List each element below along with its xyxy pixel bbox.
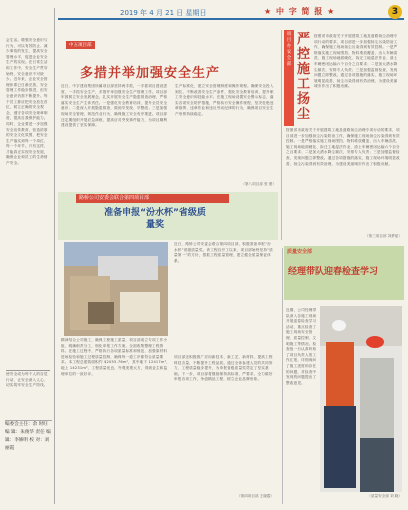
divider bbox=[6, 370, 50, 371]
column-divider bbox=[282, 248, 283, 504]
award-body: 精神结合公司施工，确保工程施工质量，项目部成立专项工作小组，明确职责分工，细化申报工作方案，全面收集整理工程资料。在施工过程中，严格执行各项质量标准和规范，加强原材料进场检验和施工过程质量控制，确保每一道工序都符合质量要求。本工程总建筑面积约 $2055.76m²，其中地下 12417m²，地上 14231m²，工程质量优良，外观美观大方，得到业主和监理单位的一致好评。 bbox=[61, 338, 171, 376]
award-byline: （第四项目部 王晓霞） bbox=[236, 494, 274, 498]
award-title: 准备申报“汾水杯”省级质量奖 bbox=[104, 208, 206, 230]
side-byline: （第三项目部 刘梦茹） bbox=[364, 234, 402, 238]
award-body-lower: 项目部还积极推广应用新技术、新工艺、新材料，提高工程科技含量，不断提升工程品质。通过全体参建人员的共同努力，工程质量稳步提升，为申报省级质量奖奠定了坚实基础。下一步，项目部将继续保持高标准、严要求，全力做好申报各项工作，争创精品工程，树立企业品牌形象。 bbox=[174, 355, 273, 382]
side-body-bottom: 按照省市政府关于开展建筑工地及道路扬尘治理专项行动的要求，项目部进一步加强扬尘污染防治工作，确保施工现场扬尘污染得到有效控制。一是严格落实施工现场围挡、物料堆放覆盖、出入车辆清洗、施工现场地面硬化、拆迁工地湿法作业、渣土车辆密闭运输六个百分之百要求；二是加大洒水降尘频次，安排专人负责；三是加强监督检查，发现问题立即整改。通过各项措施的落实，施工现场环境明显改善，扬尘污染得到有效治理，为建设美丽城市作出了积极贡献。 bbox=[286, 128, 400, 166]
article-title: 多措并举加强安全生产 bbox=[80, 66, 221, 81]
award-body-right: 近日，路桥公司安委会联合第四项目部，积极准备申报“汾水杯”省级质量奖。该工程自开工以来，项目部始终坚持“质量第一”的方针，狠抓工程质量管理，建立健全质量保证体系。 bbox=[174, 242, 273, 263]
side-body-top: 按照省市政府关于开展建筑工地及道路扬尘治理专项行动的要求，项目部进一步加强扬尘污染防治工作，确保施工现场扬尘污染得到有效控制。一是严格落实施工现场围挡、物料堆放覆盖、出入车辆清洗、施工现场地面硬化、拆迁工地湿法作业、渣土车辆密闭运输六个百分之百要求；二是加大洒水降尘频次，安排专人负责；三是加强监督检查，发现问题立即整改。通过各项措施的落实，施工现场环境明显改善，扬尘污染得到有效治理，为建设美丽城市作出了积极贡献。 bbox=[314, 34, 398, 89]
exam-tag: 质量安全部 bbox=[287, 249, 313, 255]
award-tag: 路桥公司安委会联合第四项目部 bbox=[76, 194, 229, 203]
exam-byline: （质量安全部 刘 晓） bbox=[367, 494, 402, 498]
article-body: 近日，中字建设集团所属项目部坚持两手抓，一手抓项目建设进度，一手抓安全生产，多措并举加强安全生产管理工作。项目部牢固树立安全发展理念，扎实开展安全生产隐患排查治理，严格落实安全生产主体责任。一是强化安全教育培训，提升全员安全意识；二是深入开展隐患排查，做到早发现、早整改；三是加强现场安全管理，规范作业行为，确保施工安全有序推进。项目部还定期组织开展应急演练，提高应对突发事件能力，为项目顺利建设提供了坚实保障。 bbox=[61, 84, 168, 128]
issue-date: 2019 年 4 月 21 日 星期日 bbox=[120, 9, 207, 17]
page-number: 3 bbox=[388, 5, 402, 19]
article-body-right: 生产标准化，建立安全管理制度和操作规程。确保安全投入到位，不断改善安全生产条件，强化安全教育培训，提升职工安全意识和技能水平。在施工现场设置安全警示标志，落实各项安全防护措施，严格执行安全操作规程，坚决杜绝违章指挥、违章作业和违反劳动纪律的行为，确保项目安全生产形势持续稳定。 bbox=[175, 84, 274, 116]
left-column-bottom-text: 使安全成为每个人的自觉行动，让安全深入人心，切实筑牢安全生产防线。 bbox=[6, 372, 48, 388]
exam-title: 经理带队迎春检查学习 bbox=[288, 267, 379, 277]
column-divider bbox=[54, 8, 55, 504]
exam-body: 近期，公司经理带队深入各施工现场开展迎春检查学习活动，重点检查了施工现场安全管理、质量控制、文明施工等情况。检查组一行认真听取了项目负责人的工作汇报，详细询问了施工进度和存在的问题，对检查中发现的问题提出了整改意见。 bbox=[286, 308, 317, 385]
editor-info: 编委会主任：余 时旺 编 辑：朱俊华 责任 编 辑：李修明 校 对：刘丽霞 bbox=[5, 420, 52, 503]
paper-name: ★ 中 字 简 报 ★ bbox=[264, 7, 336, 16]
left-column-text: 会生活。增强安全意识与行为，可以有效防止、减少事故的发生，提高安全管理水平，促进企业安全生产的实现。在日常生活和工作中，安全生产贯穿始终，安全意识不可缺少。近年来，企业安全管理体系已日渐完善，安全管理工作稳步推进，但安全意识仍需不断提升。每个员工都应把安全放在首位，树立正确的安全观念，遵守各项安全规章制度，提高自我保护能力。同时，企业要进一步加强安全宣传教育，营造浓厚的安全文化氛围，把安全生产落实到每一个岗位、每一个环节。只有这样，才能真正实现安全发展，确保企业和员工的生命财产安全。 bbox=[6, 38, 48, 166]
side-dept: 项目办安全部 bbox=[286, 32, 292, 67]
column-divider bbox=[281, 30, 282, 240]
exam-photo bbox=[320, 306, 402, 492]
header-rule bbox=[58, 18, 404, 20]
article-byline: （第八项目部 张 蕾） bbox=[241, 182, 276, 186]
award-photo bbox=[64, 242, 168, 336]
article-tag: 中五项目部 bbox=[66, 41, 95, 49]
side-title: 严控施工扬尘 bbox=[297, 32, 311, 122]
